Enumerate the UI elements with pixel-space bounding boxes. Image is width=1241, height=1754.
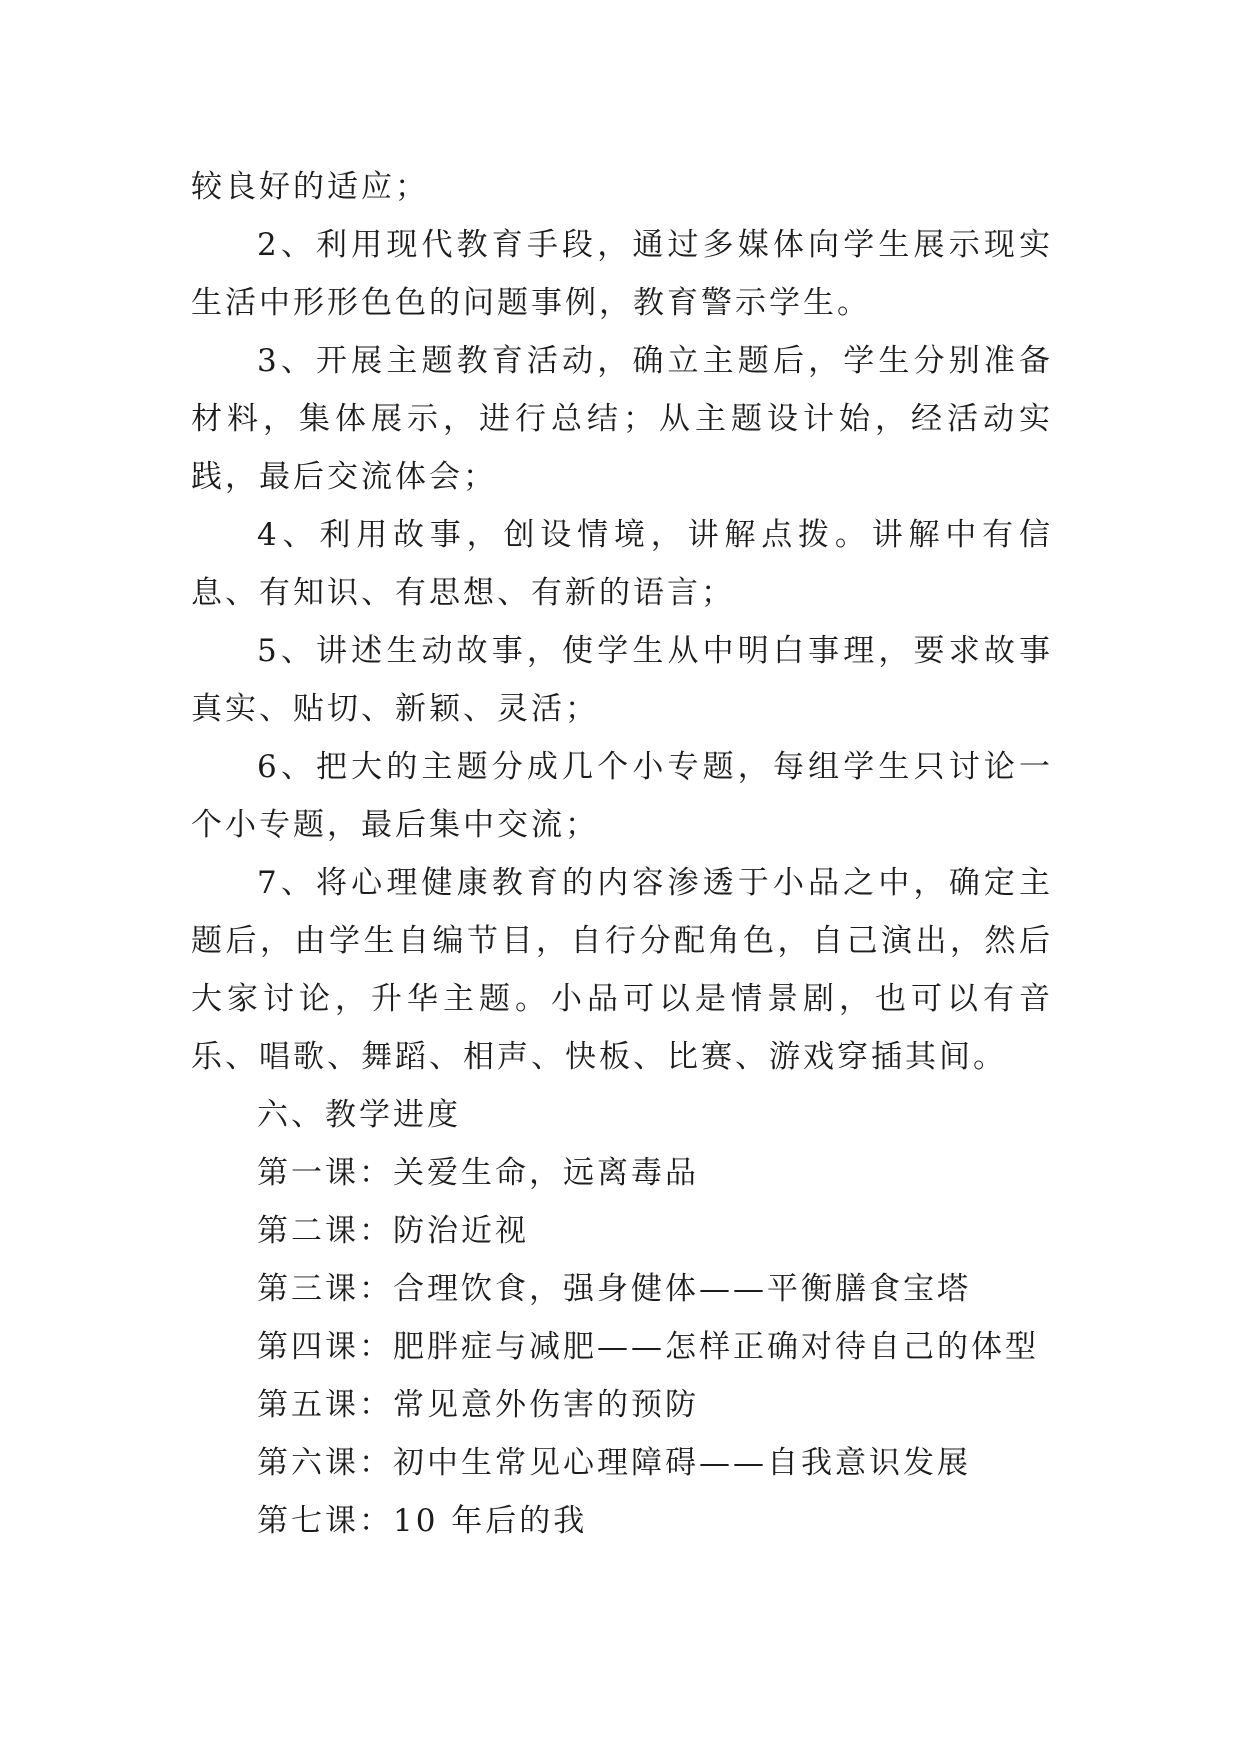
- lesson-item: 第六课：初中生常见心理障碍——自我意识发展: [257, 1445, 971, 1481]
- lesson-item: 第二课：防治近视: [257, 1213, 529, 1249]
- paragraph-item-4: 4、利用故事，创设情境，讲解点拨。讲解中有信息、有知识、有思想、有新的语言；: [191, 517, 1053, 611]
- paragraph-item-7: 7、将心理健康教育的内容渗透于小品之中，确定主题后，由学生自编节目，自行分配角色，自己演出，然后大家讨论，升华主题。小品可以是情景剧，也可以有音乐、唱歌、舞蹈、相声、快板、比赛、游戏穿插其间。: [191, 865, 1053, 1075]
- lesson-item: 第三课：合理饮食，强身健体——平衡膳食宝塔: [257, 1271, 971, 1307]
- lesson-item: 第四课：肥胖症与减肥——怎样正确对待自己的体型: [257, 1329, 1039, 1365]
- section-heading: 六、教学进度: [257, 1097, 461, 1133]
- paragraph-continuation: 较良好的适应；: [191, 169, 429, 205]
- lesson-item: 第七课：10 年后的我: [257, 1503, 588, 1539]
- lesson-item: 第五课：常见意外伤害的预防: [257, 1387, 699, 1423]
- document-body: [191, 158, 1053, 1550]
- paragraph-item-3: 3、开展主题教育活动，确立主题后，学生分别准备材料，集体展示，进行总结；从主题设计始，经活动实践，最后交流体会；: [191, 343, 1053, 495]
- paragraph-item-2: 2、利用现代教育手段，通过多媒体向学生展示现实生活中形形色色的问题事例，教育警示学生。: [191, 227, 1053, 321]
- paragraph-item-6: 6、把大的主题分成几个小专题，每组学生只讨论一个小专题，最后集中交流；: [191, 749, 1053, 843]
- paragraph-item-5: 5、讲述生动故事，使学生从中明白事理，要求故事真实、贴切、新颖、灵活；: [191, 633, 1053, 727]
- lesson-item: 第一课：关爱生命，远离毒品: [257, 1155, 699, 1191]
- lesson-list: [191, 1144, 1053, 1550]
